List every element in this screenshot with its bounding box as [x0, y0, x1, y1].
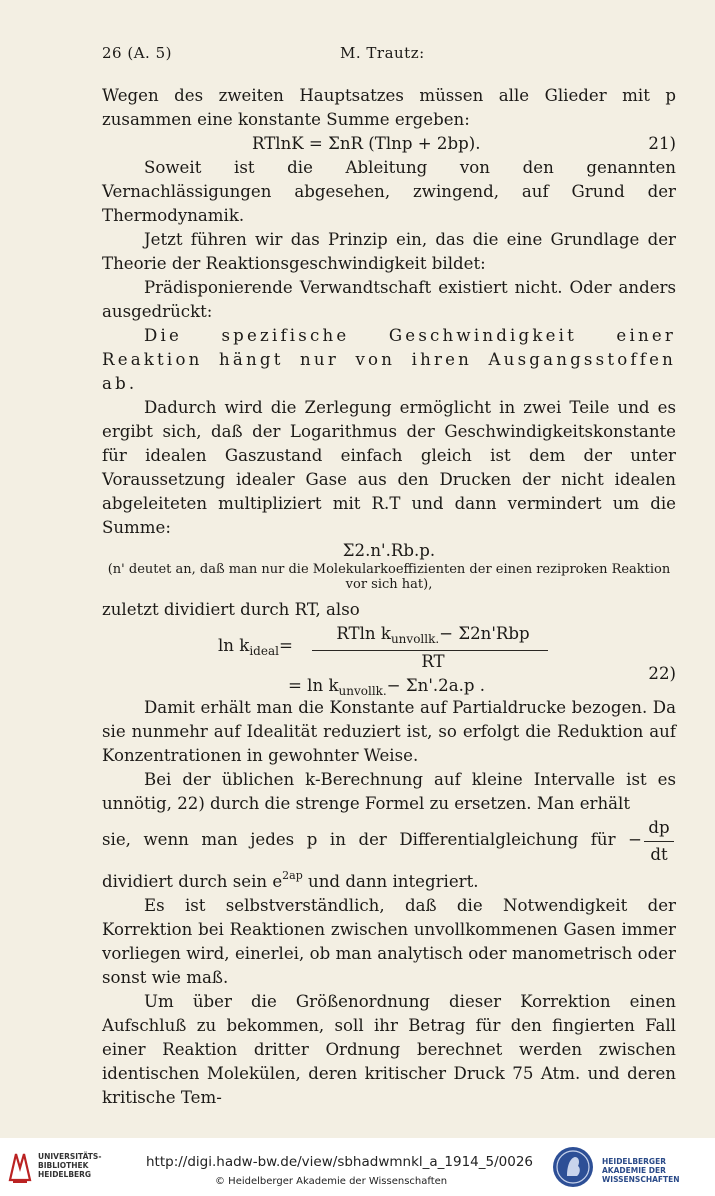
- paragraph: Bei der üblichen k-Berechnung auf kleine Intervalle ist es unnötig, 22) durch die strenge Formel zu ersetzen. Man erhält: [102, 770, 676, 813]
- paragraph: Jetzt führen wir das Prinzip ein, das die eine Grundlage der Theorie der Reaktionsgeschwindigkeit bildet:: [102, 230, 676, 273]
- academy-label: HEIDELBERGER AKADEMIE DER WISSENSCHAFTEN: [602, 1157, 680, 1184]
- equation-second-line: = $\ln k_{unvollk.}- \Sigma n'.2a.p$ .: [288, 676, 486, 698]
- paragraph: Wegen des zweiten Hauptsatzes müssen alle Glieder mit p zusammen eine konstante Summe ergeben:: [102, 86, 676, 129]
- equation-number: 22): [648, 664, 676, 683]
- paragraph: Dadurch wird die Zerlegung ermöglicht in zwei Teile und es ergibt sich, daß der Logarithmus der Geschwindigkeitskonstante für idealen Gaszustand einfach gleich ist dem der unter Voraussetzung idealer Gase aus den Drucken der nicht idealen abgeleiteten multipliziert mit R.T und dann vermindert um die Summe:: [102, 398, 676, 537]
- paragraph: Prädisponierende Verwandtschaft existiert nicht. Oder anders ausgedrückt:: [102, 278, 676, 321]
- running-title: M. Trautz:: [340, 44, 425, 62]
- sum-expression: Σ2.n'.Rb.p.: [342, 541, 436, 560]
- equation-22: [102, 622, 676, 696]
- body-text: [102, 84, 676, 1110]
- paragraph: Um über die Größenordnung dieser Korrektion einen Aufschluß zu bekommen, soll ihr Betrag für den fingierten Fall einer Reaktion dritter Ordnung berechnet werden zwischen identischen Molekülen, deren kritischer Druck 75 Atm. und deren kritische Tem-: [102, 992, 676, 1107]
- paragraph: Es ist selbstverständlich, daß die Notwendigkeit der Korrektion bei Reaktionen zwischen unvollkommenen Gasen immer vorliegen wird, einerlei, ob man analytisch oder manometrisch oder sonst wie maß.: [102, 896, 676, 987]
- paragraph-line: dividiert durch sein $e^{2ap}$ und dann integriert.: [102, 869, 479, 891]
- academy-seal-icon: [550, 1144, 596, 1190]
- equation-21: [102, 132, 676, 156]
- fraction-denominator: RT: [421, 652, 445, 671]
- permalink-url[interactable]: http://digi.hadw-bw.de/view/sbhadwmnkl_a_1914_5/0026: [146, 1154, 534, 1170]
- page-number: 26 (A. 5): [102, 44, 172, 62]
- equation-text: RTlnK = ΣnR (Tlnp + 2bp).: [252, 134, 481, 153]
- running-header: [102, 44, 677, 68]
- dp-dt-fraction: dp dt: [644, 816, 674, 867]
- equation-number: 21): [648, 134, 676, 153]
- fraction-numerator: RTln $k_{unvollk.}- \Sigma 2n'Rbp$: [336, 624, 530, 646]
- copyright-notice: © Heidelberger Akademie der Wissenschaften: [215, 1176, 448, 1187]
- paragraph: Soweit ist die Ableitung von den genannten Vernachlässigungen abgesehen, zwingend, auf Grund der Thermodynamik.: [102, 158, 676, 225]
- differential-line: [102, 816, 676, 864]
- library-emblem-icon: [6, 1148, 34, 1184]
- university-library-logo[interactable]: [6, 1148, 136, 1188]
- equation-lhs: $\ln k_{ideal}=$: [218, 636, 293, 658]
- paragraph: zuletzt dividiert durch RT, also: [102, 600, 360, 619]
- paragraph: Damit erhält man die Konstante auf Partialdrucke bezogen. Da sie nunmehr auf Idealität reduziert ist, so erfolgt die Reduktion auf Konzentrationen in gewohnter Weise.: [102, 698, 676, 765]
- emphasized-principle: Die spezifische Geschwindigkeit einer Reaktion hängt nur von ihren Ausgangsstoffen ab.: [102, 326, 676, 393]
- library-label: UNIVERSITÄTS- BIBLIOTHEK HEIDELBERG: [38, 1152, 102, 1179]
- viewer-footer: [0, 1138, 715, 1196]
- footnote-remark: (n' deutet an, daß man nur die Molekularkoeffizienten der einen reziproken Reaktion vor sich hat),: [107, 562, 671, 592]
- academy-logo[interactable]: [550, 1144, 710, 1190]
- paragraph-line: sie, wenn man jedes p in der Differentialgleichung für −: [102, 830, 642, 849]
